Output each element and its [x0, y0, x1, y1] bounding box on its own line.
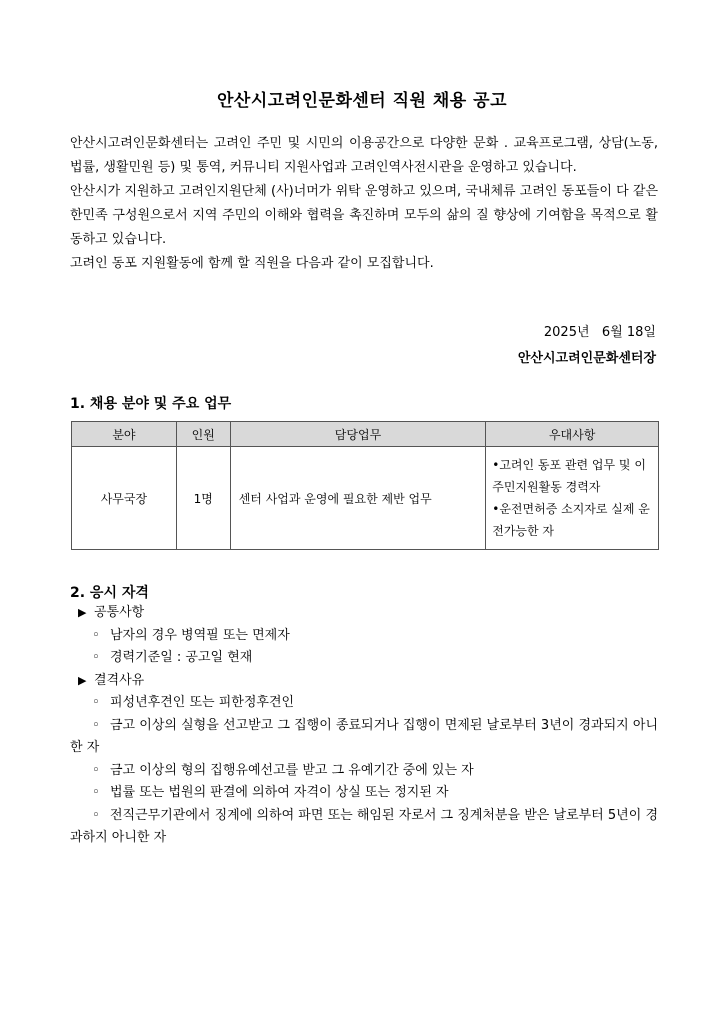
section-title-qualifications: 2. 응시 자격: [70, 585, 149, 601]
list-item: ◦ 법률 또는 법원의 판결에 의하여 자격이 상실 또는 정지된 자: [70, 782, 658, 805]
recruitment-table: [71, 421, 659, 550]
column-header-count: 인원: [176, 422, 230, 447]
preference-item: •고려인 동포 관련 업무 및 이주민지원활동 경력자: [492, 458, 646, 494]
qualifications-list: [70, 602, 658, 850]
column-header-duty: 담당업무: [230, 422, 486, 447]
list-item: ◦ 금고 이상의 실형을 선고받고 그 집행이 종료되거나 집행이 면제된 날로부터 3년이 경과되지 아니한 자: [70, 715, 658, 760]
qualification-group-disqualify: [70, 670, 658, 693]
triangle-marker-icon: ▶: [78, 606, 87, 619]
section-title-recruitment: 1. 채용 분야 및 주요 업무: [70, 396, 232, 412]
bullet-icon: ◦: [92, 695, 100, 710]
cell-count: 1명: [176, 447, 230, 550]
intro-paragraph: 안산시고려인문화센터는 고려인 주민 및 시민의 이용공간으로 다양한 문화 . 교육프로그램, 상담(노동, 법률, 생활민원 등) 및 통역, 커뮤니티 지원사업과 고려인역사전시관을 운영하고 있습니다.: [70, 136, 658, 175]
table-header-row: [72, 422, 659, 447]
issuer-name: 안산시고려인문화센터장: [517, 351, 656, 366]
group-heading: 공통사항: [94, 605, 145, 620]
table-row: [72, 447, 659, 550]
bullet-icon: ◦: [92, 627, 100, 643]
bullet-icon: ◦: [92, 762, 100, 778]
announcement-date: 2025년 6월 18일: [543, 325, 656, 340]
column-header-field: 분야: [72, 422, 177, 447]
cell-duty: 센터 사업과 운영에 필요한 제반 업무: [230, 447, 486, 550]
column-header-preference: 우대사항: [486, 422, 659, 447]
signature-block: [518, 320, 656, 372]
intro-paragraph: 안산시가 지원하고 고려인지원단체 (사)너머가 위탁 운영하고 있으며, 국내체류 고려인 동포들이 다 같은 한민족 구성원으로서 지역 주민의 이해와 협력을 촉진하며 모두의 삶의 질 향상에 기여함을 목적으로 활동하고 있습니다.: [70, 184, 658, 247]
bullet-icon: ◦: [92, 650, 100, 665]
group-heading: 결격사유: [94, 672, 145, 688]
page-title: 안산시고려인문화센터 직원 채용 공고: [216, 91, 507, 111]
preference-item: •운전면허증 소지자로 실제 운전가능한 자: [492, 502, 650, 538]
bullet-icon: ◦: [92, 807, 100, 823]
bullet-icon: ◦: [92, 717, 100, 733]
list-item: ◦ 전직근무기관에서 징계에 의하여 파면 또는 해임된 자로서 그 징계처분을 받은 날로부터 5년이 경과하지 아니한 자: [70, 805, 658, 850]
triangle-marker-icon: ▶: [78, 673, 87, 687]
qualification-group-common: [70, 602, 658, 625]
cell-field: 사무국장: [72, 447, 177, 550]
list-item: ◦ 남자의 경우 병역필 또는 면제자: [70, 625, 658, 648]
cell-preference: [486, 447, 659, 550]
list-item: ◦ 피성년후견인 또는 피한정후견인: [70, 692, 658, 715]
bullet-icon: ◦: [92, 785, 100, 800]
list-item: ◦ 경력기준일 : 공고일 현재: [70, 647, 658, 670]
list-item: ◦ 금고 이상의 형의 집행유예선고를 받고 그 유예기간 중에 있는 자: [70, 760, 658, 783]
intro-paragraph: 고려인 동포 지원활동에 함께 할 직원을 다음과 같이 모집합니다.: [70, 256, 434, 271]
intro-text: [70, 132, 658, 276]
